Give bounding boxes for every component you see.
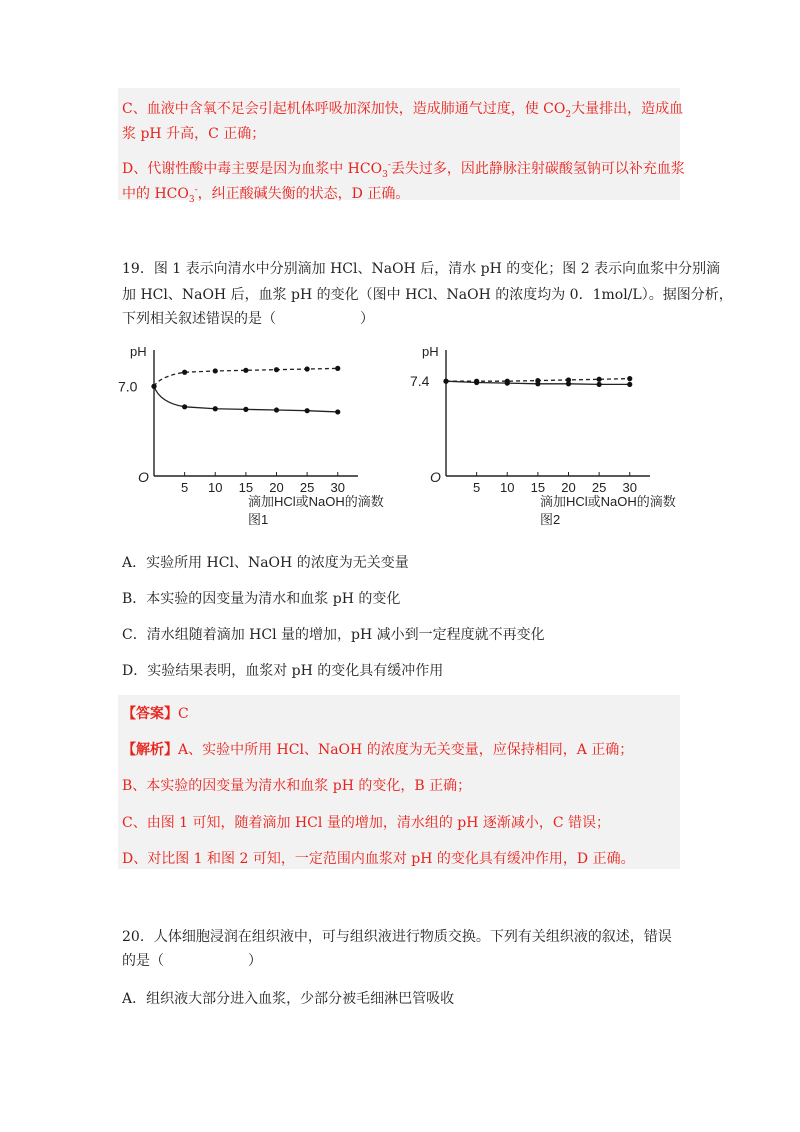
data-point — [274, 367, 279, 372]
x-tick-label: 30 — [330, 480, 345, 495]
x-tick-label: 25 — [299, 480, 315, 495]
data-point — [443, 379, 448, 384]
data-point — [182, 370, 187, 375]
x-axis-label: 滴加HCl或NaOH的滴数 — [540, 494, 676, 509]
analysis-line-d: D、对比图 1 和图 2 可知，一定范围内血浆对 pH 的变化具有缓冲作用，D 正确。 — [122, 851, 635, 867]
q20-option-a: A．组织液大部分进入血浆，少部分被毛细淋巴管吸收 — [122, 991, 455, 1007]
x-axis-label: 滴加HCl或NaOH的滴数 — [248, 494, 384, 509]
figure-2-chart — [410, 338, 690, 538]
data-point — [151, 384, 156, 389]
q19-option-c: C．清水组随着滴加 HCl 量的增加，pH 减小到一定程度就不再变化 — [122, 627, 545, 643]
data-point — [597, 377, 602, 382]
origin-label: O — [138, 469, 149, 485]
prev-explanation-d-line2: 中的 $HCO_3^-$，纠正酸碱失衡的状态，D 正确。 — [122, 185, 410, 205]
x-tick-label: 15 — [238, 480, 254, 495]
data-point — [597, 382, 602, 387]
prev-explanation-d-line1: D、代谢性酸中毒主要是因为血浆中 $HCO_3^-$丢失过多，因此静脉注射碳酸氢钠可以补充血浆 — [122, 160, 685, 180]
data-point — [627, 382, 632, 387]
analysis-line-a: 【解析】A、实验中所用 HCl、NaOH 的浓度为无关变量，应保持相同，A 正确； — [122, 742, 634, 758]
prev-explanation-c-line2: 浆 pH 升高，C 正确； — [122, 126, 266, 142]
y-tick-label: 7.0 — [118, 378, 138, 395]
x-tick-label: 30 — [622, 480, 637, 495]
x-tick-label: 15 — [530, 480, 546, 495]
q20-stem-line1: 20．人体细胞浸润在组织液中，可与组织液进行物质交换。下列有关组织液的叙述，错误 — [122, 929, 672, 945]
data-point — [243, 368, 248, 373]
data-point — [335, 409, 340, 414]
data-point — [274, 407, 279, 412]
data-point — [243, 407, 248, 412]
data-point — [627, 376, 632, 381]
x-tick-label: 20 — [561, 480, 576, 495]
data-point — [505, 381, 510, 386]
x-tick-label: 20 — [269, 480, 284, 495]
data-point — [566, 381, 571, 386]
x-tick-label: 10 — [500, 480, 515, 495]
q19-option-d: D．实验结果表明，血浆对 pH 的变化具有缓冲作用 — [122, 663, 444, 679]
y-axis-label: pH — [422, 344, 439, 359]
prev-explanation-c-line1: C、血液中含氧不足会引起机体呼吸加深加快，造成肺通气过度，使 $CO_2$大量排出，造成血 — [122, 101, 684, 120]
x-tick-label: 10 — [208, 480, 223, 495]
x-tick-label: 5 — [473, 480, 481, 495]
chart-title: 图2 — [540, 512, 561, 527]
data-point — [213, 406, 218, 411]
y-tick-label: 7.4 — [410, 373, 430, 390]
data-point — [213, 368, 218, 373]
data-point — [182, 404, 187, 409]
data-point — [335, 366, 340, 371]
x-tick-label: 25 — [591, 480, 607, 495]
origin-label: O — [430, 469, 441, 485]
answer-line: 【答案】C — [122, 706, 189, 722]
data-point — [474, 380, 479, 385]
data-point — [305, 408, 310, 413]
data-point — [535, 381, 540, 386]
figure-1-chart — [118, 338, 398, 538]
y-axis-label: pH — [130, 344, 147, 359]
q19-option-b: B．本实验的因变量为清水和血浆 pH 的变化 — [122, 591, 401, 607]
q19-stem-line2: 加 HCl、NaOH 后，血浆 pH 的变化（图中 HCl、NaOH 的浓度均为 0．1mol/L）。据图分析， — [122, 287, 733, 303]
x-tick-label: 5 — [181, 480, 189, 495]
data-point — [305, 366, 310, 371]
q20-stem-line2: 的是（ ） — [122, 953, 262, 969]
q19-stem-line1: 19．图 1 表示向清水中分别滴加 HCl、NaOH 后，清水 pH 的变化；图 2 表示向血浆中分别滴 — [122, 261, 721, 277]
analysis-line-c: C、由图 1 可知，随着滴加 HCl 量的增加，清水组的 pH 逐渐减小，C 错误； — [122, 815, 611, 831]
analysis-line-b: B、本实验的因变量为清水和血浆 pH 的变化，B 正确； — [122, 778, 472, 794]
chart-title: 图1 — [248, 512, 269, 527]
q19-option-a: A．实验所用 HCl、NaOH 的浓度为无关变量 — [122, 555, 409, 571]
q19-stem-line3: 下列相关叙述错误的是（ ） — [122, 311, 374, 327]
